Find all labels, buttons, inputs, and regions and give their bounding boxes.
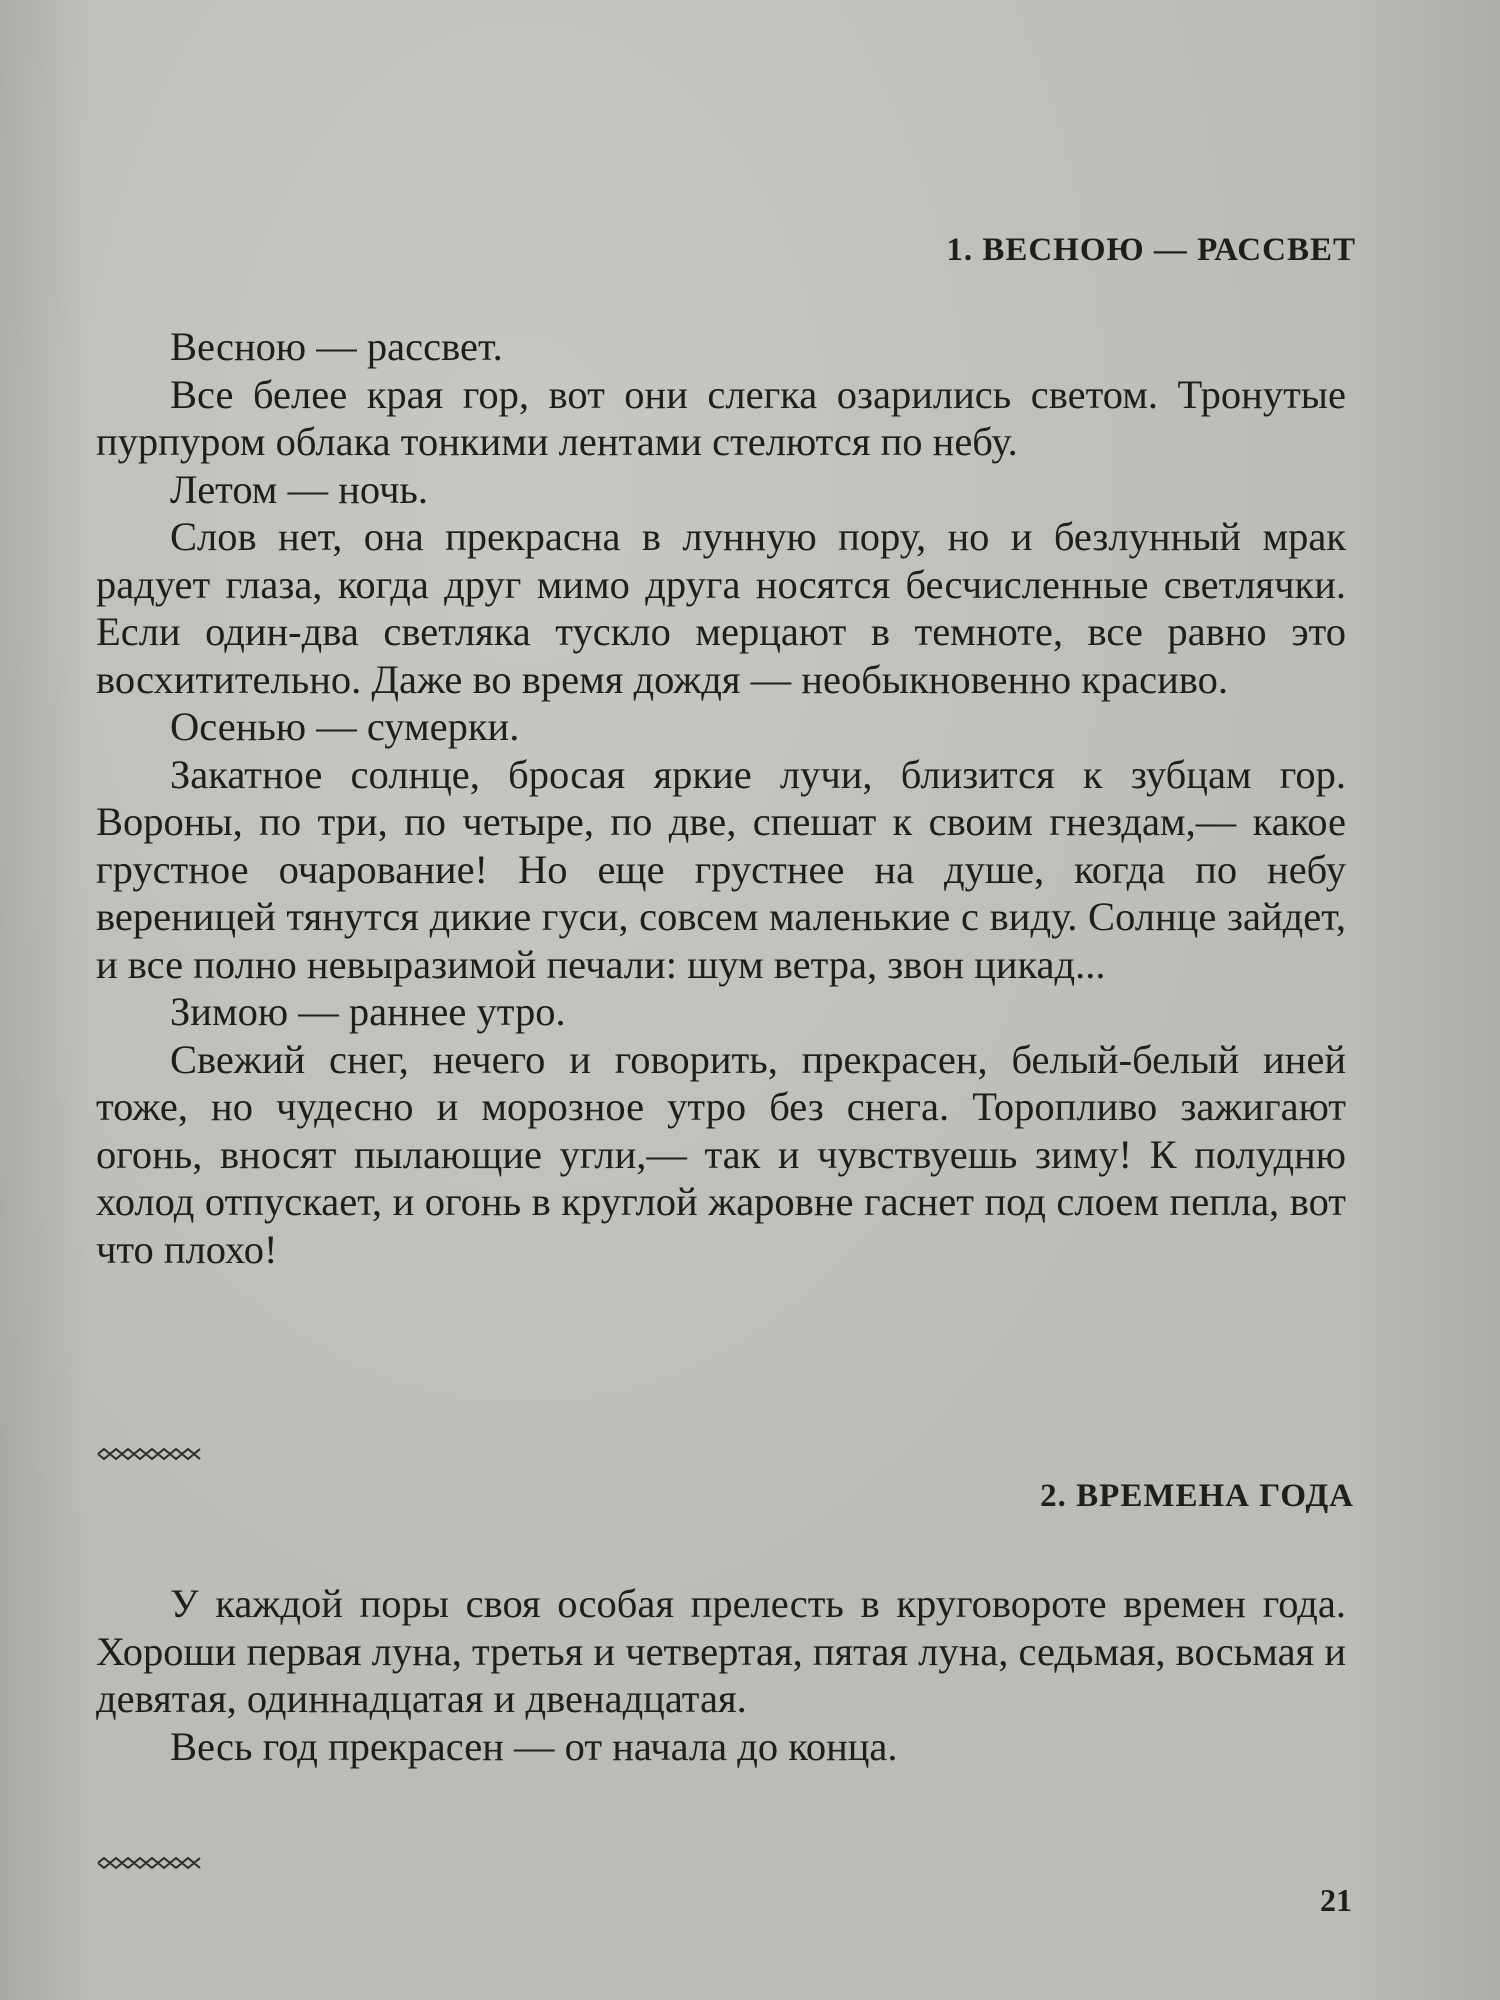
paragraph: Свежий снег, нечего и говорить, прекрасен, белый-белый иней тоже, но чудесно и морозное утро без снега. Торопливо зажигают огонь, вносят пылающие угли,— так и чувствуешь зиму! К полудню холод отпускает, и огонь в круглой жаровне гаснет под слоем пепла, вот что плохо! bbox=[96, 1036, 1346, 1272]
paragraph: Весною — рассвет. bbox=[170, 324, 503, 369]
ornament-divider-icon bbox=[96, 1447, 204, 1461]
section-2-heading: 2. ВРЕМЕНА ГОДА bbox=[1040, 1478, 1354, 1514]
paragraph: Все белее края гор, вот они слегка озарились светом. Тронутые пурпуром облака тонкими лентами стелются по небу. bbox=[96, 371, 1346, 464]
paragraph: Весь год прекрасен — от начала до конца. bbox=[170, 1723, 898, 1769]
paragraph: Слов нет, она прекрасна в лунную пору, но и безлунный мрак радует глаза, когда друг мимо друга носятся бесчисленные светлячки. Если один-два светляка тускло мерцают в темноте, все равно это восхитительно. Даже во время дождя — необыкновенно красиво. bbox=[96, 514, 1346, 702]
page-number: 21 bbox=[1320, 1882, 1352, 1918]
section-1-text bbox=[96, 323, 1346, 1273]
paragraph: Летом — ночь. bbox=[170, 466, 429, 512]
section-1-heading: 1. ВЕСНОЮ — РАССВЕТ bbox=[946, 232, 1356, 268]
book-page bbox=[96, 0, 1356, 2000]
paragraph: У каждой поры своя особая прелесть в круговороте времен года. Хороши первая луна, третья и четвертая, пятая луна, седьмая, восьмая и девятая, одиннадцатая и двенадцатая. bbox=[96, 1581, 1346, 1721]
paragraph: Осенью — сумерки. bbox=[170, 704, 520, 749]
section-2-text bbox=[96, 1580, 1346, 1770]
paragraph: Зимою — раннее утро. bbox=[170, 989, 566, 1034]
ornament-divider-icon bbox=[96, 1856, 204, 1870]
paragraph: Закатное солнце, бросая яркие лучи, близится к зубцам гор. Вороны, по три, по четыре, по две, спешат к своим гнездам,— какое грустное очарование! Но еще грустнее на душе, когда по небу вереницей тянутся дикие гуси, совсем маленькие с виду. Солнце зайдет, и все полно невыразимой печали: шум ветра, звон цикад... bbox=[96, 751, 1346, 987]
